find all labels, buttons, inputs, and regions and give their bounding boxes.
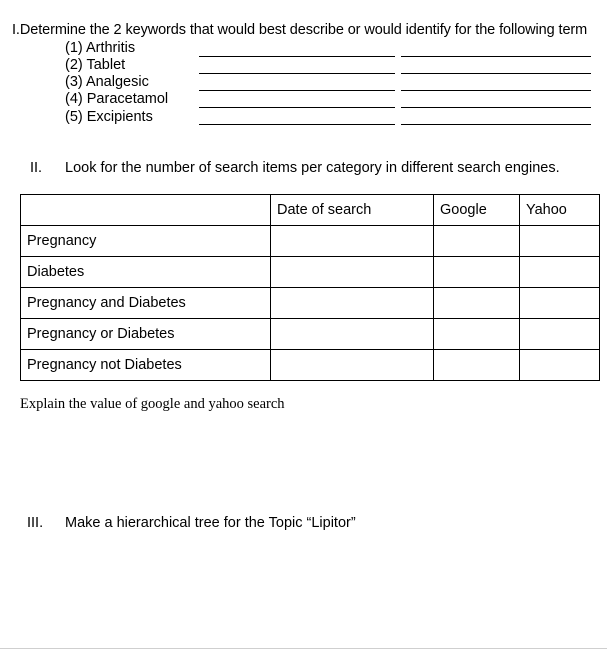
keyword-blank-2a[interactable] xyxy=(199,73,395,74)
header-yahoo: Yahoo xyxy=(520,195,600,226)
google-cell[interactable] xyxy=(434,288,520,319)
keyword-blank-4b[interactable] xyxy=(401,107,591,108)
row-label-diabetes: Diabetes xyxy=(21,257,271,288)
yahoo-cell[interactable] xyxy=(520,226,600,257)
explain-prompt: Explain the value of google and yahoo search xyxy=(20,396,285,412)
row-label-pregnancy-or-diabetes: Pregnancy or Diabetes xyxy=(21,319,271,350)
row-label-pregnancy: Pregnancy xyxy=(21,226,271,257)
keyword-blank-2b[interactable] xyxy=(401,73,591,74)
term-tablet: (2) Tablet xyxy=(65,57,126,73)
date-cell[interactable] xyxy=(271,226,434,257)
table-row xyxy=(21,288,600,319)
google-cell[interactable] xyxy=(434,319,520,350)
page-bottom-divider xyxy=(0,648,607,649)
google-cell[interactable] xyxy=(434,350,520,381)
keyword-blank-1b[interactable] xyxy=(401,56,591,57)
yahoo-cell[interactable] xyxy=(520,257,600,288)
table-row xyxy=(21,319,600,350)
header-blank-cell xyxy=(21,195,271,226)
section-3-instruction: Make a hierarchical tree for the Topic “Lipitor” xyxy=(65,515,356,531)
term-analgesic: (3) Analgesic xyxy=(65,74,149,90)
date-cell[interactable] xyxy=(271,350,434,381)
table-row xyxy=(21,226,600,257)
term-arthritis: (1) Arthritis xyxy=(65,40,136,56)
row-label-pregnancy-and-diabetes: Pregnancy and Diabetes xyxy=(21,288,271,319)
keyword-blank-3b[interactable] xyxy=(401,90,591,91)
date-cell[interactable] xyxy=(271,319,434,350)
keyword-blank-1a[interactable] xyxy=(199,56,395,57)
header-date-of-search: Date of search xyxy=(271,195,434,226)
section-2-numeral: II. xyxy=(30,160,43,176)
date-cell[interactable] xyxy=(271,288,434,319)
search-results-table xyxy=(20,194,600,381)
google-cell[interactable] xyxy=(434,257,520,288)
keyword-blank-5a[interactable] xyxy=(199,124,395,125)
section-3-numeral: III. xyxy=(27,515,44,531)
term-excipients: (5) Excipients xyxy=(65,109,153,125)
term-paracetamol: (4) Paracetamol xyxy=(65,91,169,107)
table-row xyxy=(21,257,600,288)
yahoo-cell[interactable] xyxy=(520,319,600,350)
section-1-heading: I.Determine the 2 keywords that would best describe or would identify for the following term xyxy=(12,22,588,38)
table-row xyxy=(21,350,600,381)
table-header-row xyxy=(21,195,600,226)
row-label-pregnancy-not-diabetes: Pregnancy not Diabetes xyxy=(21,350,271,381)
yahoo-cell[interactable] xyxy=(520,288,600,319)
section-2-instruction: Look for the number of search items per category in different search engines. xyxy=(65,160,560,176)
google-cell[interactable] xyxy=(434,226,520,257)
yahoo-cell[interactable] xyxy=(520,350,600,381)
header-google: Google xyxy=(434,195,520,226)
keyword-blank-4a[interactable] xyxy=(199,107,395,108)
keyword-blank-3a[interactable] xyxy=(199,90,395,91)
keyword-blank-5b[interactable] xyxy=(401,124,591,125)
date-cell[interactable] xyxy=(271,257,434,288)
